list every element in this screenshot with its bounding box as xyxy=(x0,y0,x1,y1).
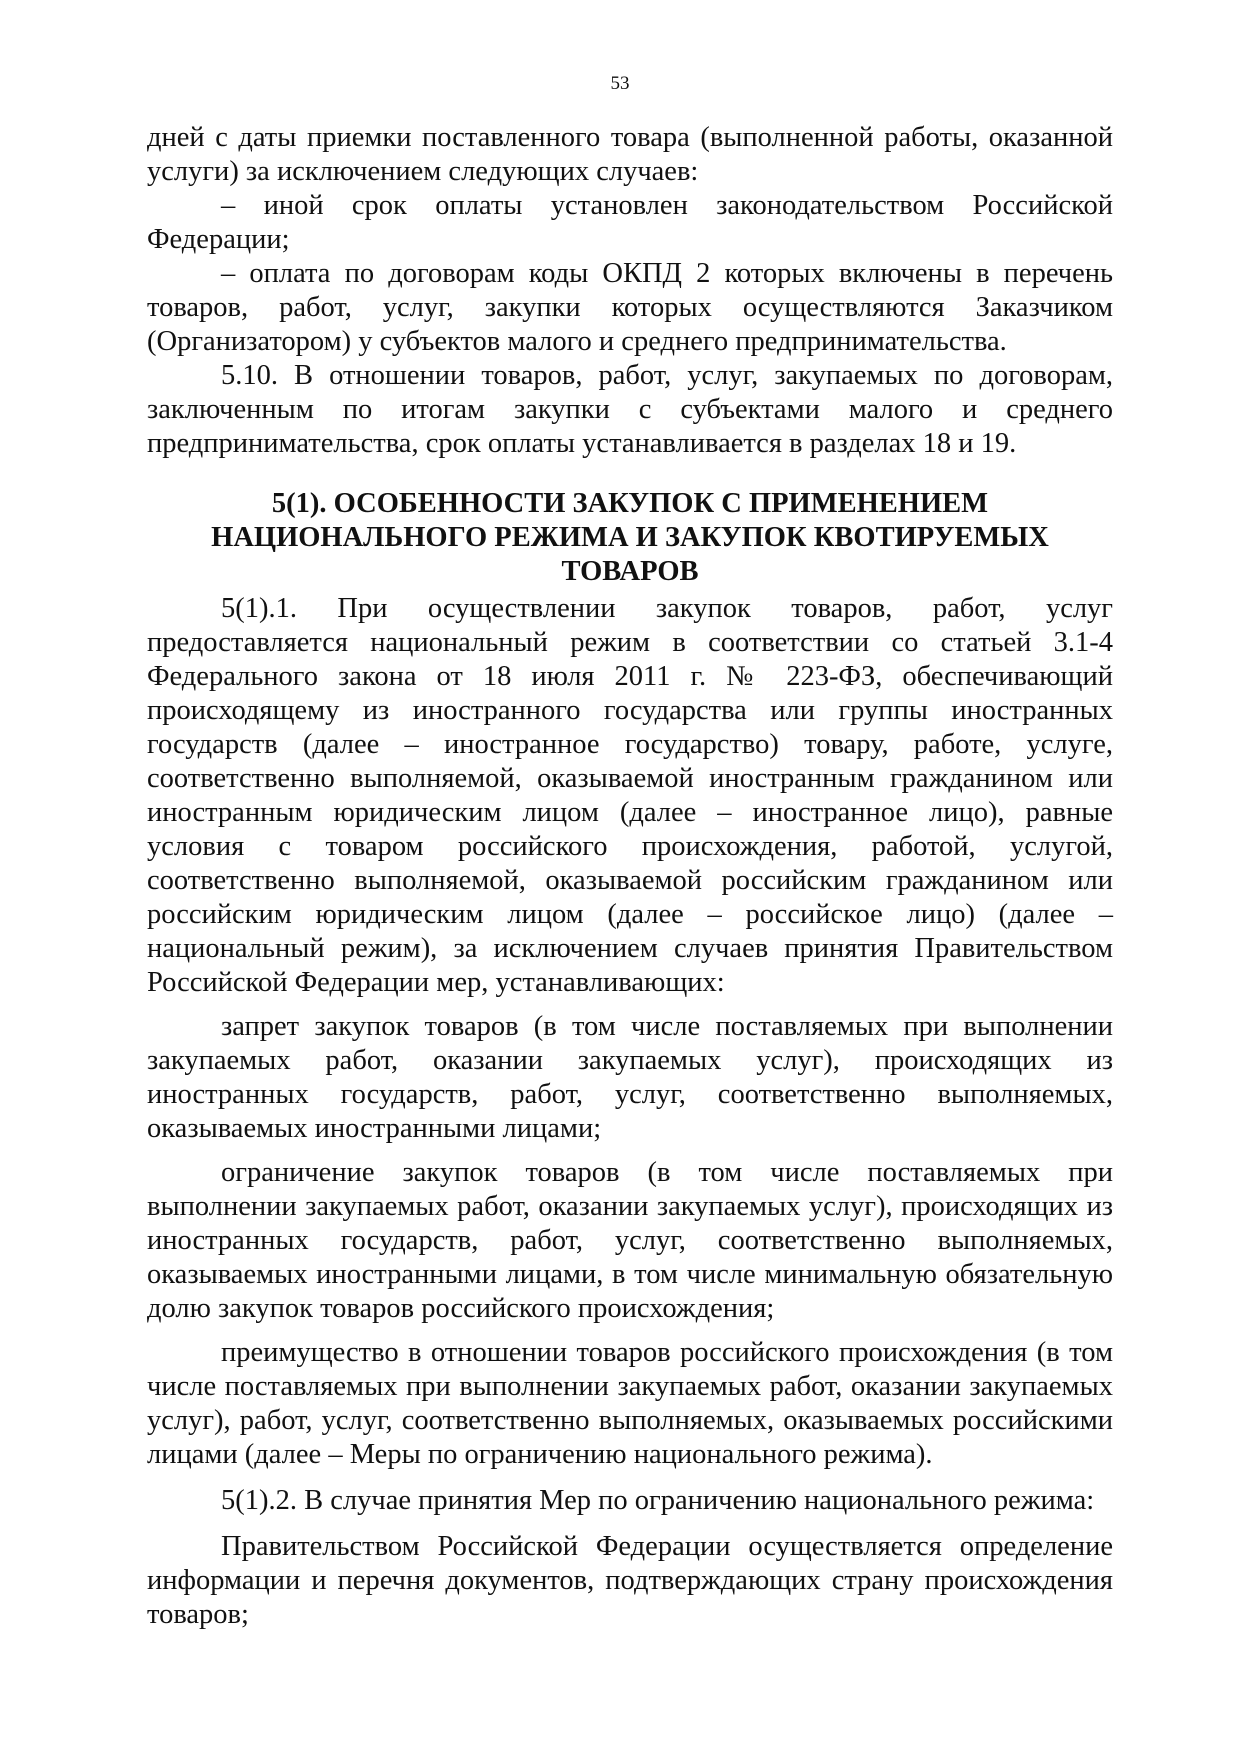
paragraph-5-10: 5.10. В отношении товаров, работ, услуг, закупаемых по договорам, заключенным по итогам закупки с субъектами малого и среднего предпринимательства, срок оплаты устанавливается в разделах 18 и 19. xyxy=(147,360,1113,459)
list-item-okpd2-payment: – оплата по договорам коды ОКПД 2 которых включены в перечень товаров, работ, услуг, закупки которых осуществляются Заказчиком (Организатором) у субъектов малого и среднего предпринимательства. xyxy=(147,258,1113,357)
paragraph-5-1-1: 5(1).1. При осуществлении закупок товаров, работ, услуг предоставляется национальный режим в соответствии со статьей 3.1-4 Федерального закона от 18 июля 2011 г. № 223-ФЗ, обеспечивающий происходящему из иностранного государства или группы иностранных государств (далее – иностранное государство) товару, работе, услуге, соответственно выполняемой, оказываемой иностранным гражданином или иностранным юридическим лицом (далее – иностранное лицо), равные условия с товаром российского происхождения, работой, услугой, соответственно выполняемой, оказываемой российским гражданином или российским юридическим лицом (далее – российское лицо) (далее – национальный режим), за исключением случаев принятия Правительством Российской Федерации мер, устанавливающих: xyxy=(147,593,1113,998)
paragraph-payment-term-continuation: дней с даты приемки поставленного товара (выполненной работы, оказанной услуги) за исключением следующих случаев: xyxy=(147,122,1113,187)
paragraph-5-1-2: 5(1).2. В случае принятия Мер по ограничению национального режима: xyxy=(221,1485,1095,1516)
section-heading: 5(1). ОСОБЕННОСТИ ЗАКУПОК С ПРИМЕНЕНИЕМ НАЦИОНАЛЬНОГО РЕЖИМА И ЗАКУПОК КВОТИРУЕМЫХ ТОВАРОВ xyxy=(211,488,1049,587)
paragraph-restriction-on-purchases: ограничение закупок товаров (в том числе поставляемых при выполнении закупаемых работ, оказании закупаемых услуг), происходящих из иностранных государств, работ, услуг, соответственно выполняемых, оказываемых иностранными лицами, в том числе минимальную обязательную долю закупок товаров российского происхождения; xyxy=(147,1157,1113,1324)
list-item-other-payment-term: – иной срок оплаты установлен законодательством Российской Федерации; xyxy=(147,190,1113,255)
page-number: 53 xyxy=(610,73,630,94)
paragraph-government-determination: Правительством Российской Федерации осуществляется определение информации и перечня документов, подтверждающих страну происхождения товаров; xyxy=(147,1531,1113,1630)
paragraph-russian-origin-advantage: преимущество в отношении товаров российского происхождения (в том числе поставляемых при выполнении закупаемых работ, оказании закупаемых услуг), работ, услуг, соответственно выполняемых, оказываемых российскими лицами (далее – Меры по ограничению национального режима). xyxy=(147,1337,1113,1470)
document-body xyxy=(147,121,1113,1632)
paragraph-ban-on-purchases: запрет закупок товаров (в том числе поставляемых при выполнении закупаемых работ, оказании закупаемых услуг), происходящих из иностранных государств, работ, услуг, соответственно выполняемых, оказываемых иностранными лицами; xyxy=(147,1011,1113,1144)
